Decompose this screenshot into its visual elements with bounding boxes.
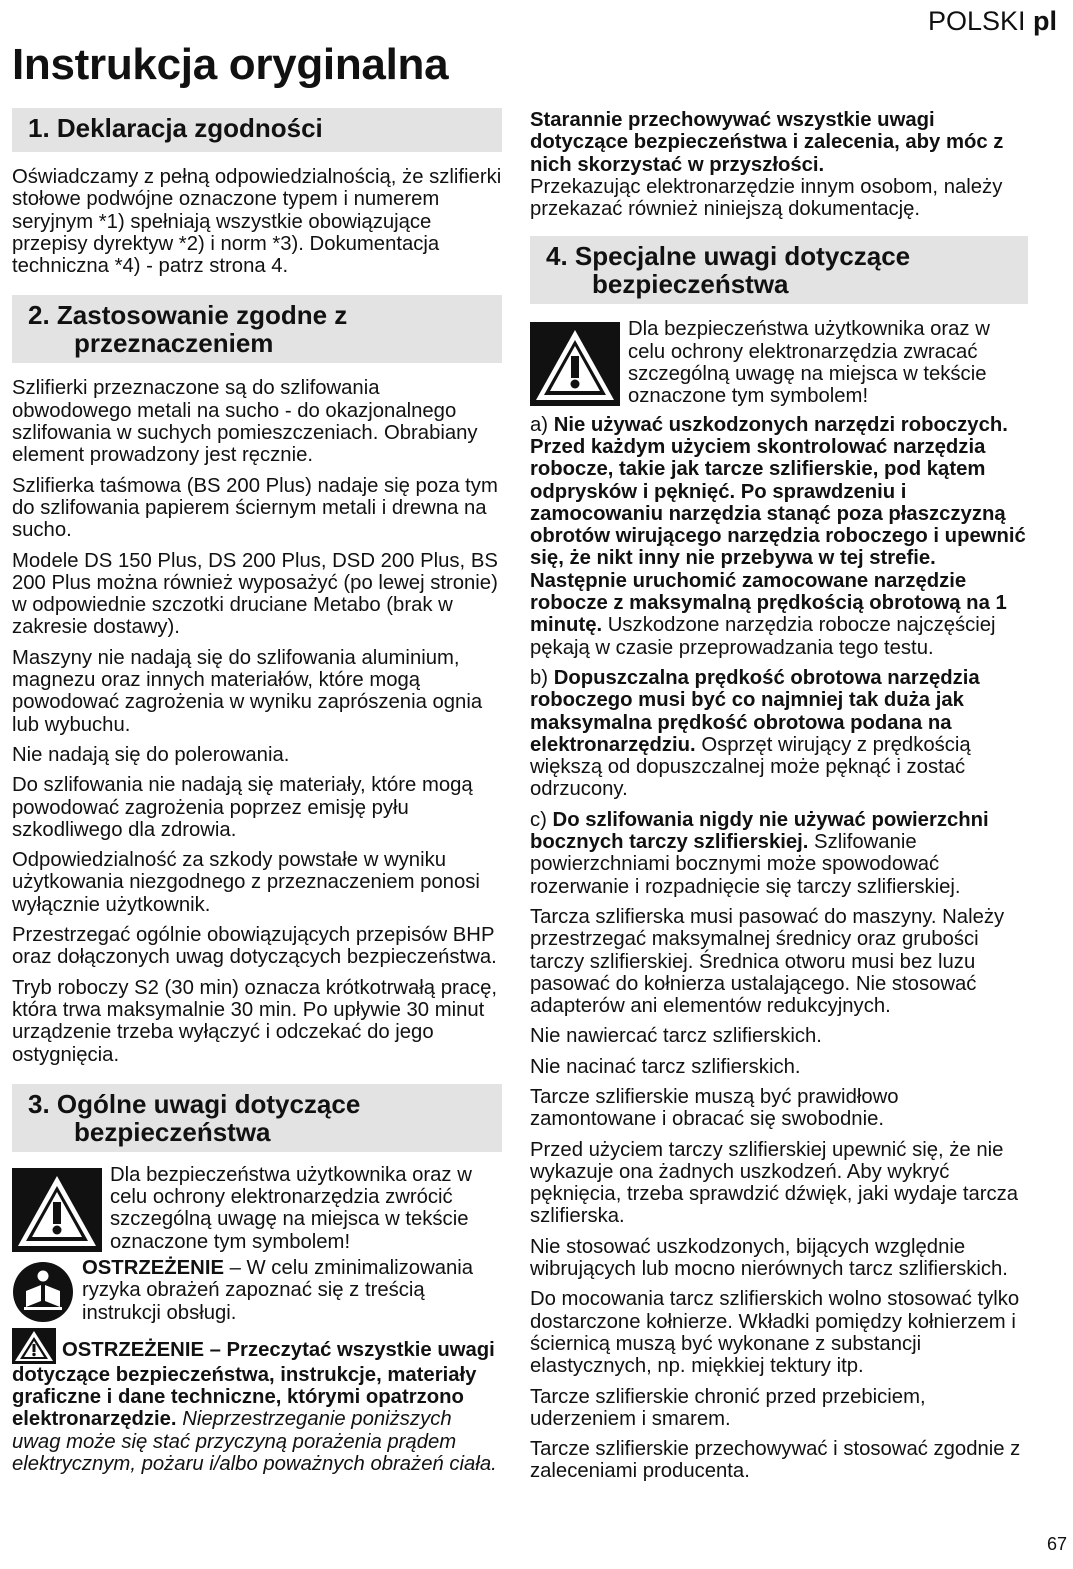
section-2-paragraph: Nie nadają się do polerowania. (12, 743, 290, 766)
section-4-paragraph: Tarcza szlifierska musi pasować do maszyny. Należy przestrzegać maksymalnej średnicy oraz grubości tarczy szlifierskiej. Średnica otworu musi bez luzu pasować do kołnierza ustalającego. Nie stosować adapterów ani elementów redukcyjnych. (530, 905, 1005, 1018)
rule-c-label: c) (530, 808, 547, 831)
keep-instructions-note (530, 109, 1028, 220)
section-2-paragraph: Szlifierka taśmowa (BS 200 Plus) nadaje się poza tym do szlifowania papierem ściernym metali i drewna na sucho. (12, 474, 498, 542)
warning-triangle-icon (12, 1168, 102, 1252)
keep-instructions-bold: Starannie przechowywać wszystkie uwagi dotyczące bezpieczeństwa i zalecenia, aby móc z nich skorzystać w przyszłości. (530, 109, 1004, 176)
rule-b-label: b) (530, 666, 549, 689)
rule-a-bold: Nie używać uszkodzonych narzędzi roboczych. Przed każdym użyciem skontrolować narzędzia robocze, takie jak tarcze szlifierskie, pod kątem odprysków i pęknięć. Po sprawdzeniu i zamocowaniu narzędzia stanąć poza płaszczyzną obrotów wirującego narzędzia roboczego i upewnić się, że nikt inny nie przebywa w tej strefie. Następnie uruchomić zamocowane narzędzie robocze z maksymalną prędkością obrotową na 1 minutę. (530, 413, 1026, 637)
language-indicator (928, 6, 1057, 37)
warning-bold-text: OSTRZEŻENIE – Przeczytać wszystkie uwagi dotyczące bezpieczeństwa, instrukcje, materiały graficzne i dane techniczne, którymi opatrzono elektronarzędzie. (12, 1338, 495, 1431)
warning-label: OSTRZEŻENIE (82, 1256, 224, 1279)
section-4-paragraph: Przed użyciem tarczy szlifierskiej upewnić się, że nie wykazuje ona żadnych uszkodzeń. Aby wykryć pęknięcia, trzeba sprawdzić dźwięk, jaki wydaje tarcza szlifierska. (530, 1138, 1019, 1228)
section-4-heading: 4. Specjalne uwagi dotyczące bezpieczeństwa (530, 236, 1028, 304)
section-2-paragraph: Modele DS 150 Plus, DS 200 Plus, DSD 200 Plus, BS 200 Plus można również wyposażyć (po lewej stronie) w odpowiednie szczotki druciane Metabo (brak w zakresie dostawy). (12, 549, 498, 639)
right-column (530, 109, 1028, 1491)
section-2-paragraph: Tryb roboczy S2 (30 min) oznacza krótkotrwałą pracę, która trwa maksymalnie 30 min. Po upływie 30 minut urządzenie trzeba wyłączyć i odczekać do jego ostygnięcia. (12, 976, 498, 1066)
left-column (12, 108, 502, 1483)
rule-a (530, 414, 1028, 659)
rule-a-label: a) (530, 413, 549, 436)
section-2-body (12, 377, 502, 1065)
section-4-paragraph: Nie stosować uszkodzonych, bijących względnie wibrujących lub mocno nierównych tarcz szlifierskich. (530, 1235, 1008, 1281)
rule-c-bold: Do szlifowania nigdy nie używać powierzchni bocznych tarczy szlifierskiej. (530, 808, 989, 854)
section-4-paragraph: Do mocowania tarcz szlifierskich wolno stosować tylko dostarczone kołnierze. Wkładki pomiędzy kołnierzem i ściernicą muszą być wykonane z substancji elastycznych, np. miękkiej tektury itp. (530, 1288, 1020, 1378)
rule-a-text: Uszkodzone narzędzia robocze najczęściej pękają w czasie przeprowadzania tego testu. (530, 614, 996, 659)
section-4-paragraph: Tarcze szlifierskie przechowywać i stosować zgodnie z zaleceniami producenta. (530, 1438, 1021, 1483)
section-2-paragraph: Przestrzegać ogólnie obowiązujących przepisów BHP oraz dołączonych uwag dotyczących bezpieczeństwa. (12, 924, 497, 969)
language-code: pl (1033, 6, 1057, 36)
symbol-explanation: Dla bezpieczeństwa użytkownika oraz w celu ochrony elektronarzędzia zwracać szczególną uwagę na miejsca w tekście oznaczone tym symbolem! (628, 318, 990, 408)
rule-c (530, 809, 1028, 898)
section-4-paragraph: Tarcze szlifierskie muszą być prawidłowo zamontowane i obracać się swobodnie. (530, 1085, 899, 1131)
section-2-paragraph: Do szlifowania nie nadają się materiały, które mogą powodować zagrożenia poprzez emisję pyłu szkodliwego dla zdrowia. (12, 774, 473, 841)
symbol-explanation: Dla bezpieczeństwa użytkownika oraz w celu ochrony elektronarzędzia zwrócić szczególną uwagę na miejsca w tekście oznaczone tym symbolem! (110, 1163, 472, 1253)
warning-text: – W celu zminimalizowania ryzyka obrażeń zapoznać się z treścią instrukcji obsługi. (82, 1256, 474, 1324)
section-4-paragraph: Nie nacinać tarcz szlifierskich. (530, 1055, 801, 1078)
section-4-paragraph: Tarcze szlifierskie chronić przed przebiciem, uderzeniem i smarem. (530, 1385, 926, 1430)
page-title: Instrukcja oryginalna (12, 40, 449, 89)
warning-italic-text: Nieprzestrzeganie poniższych uwag może się stać przyczyną porażenia prądem elektrycznym, pożaru i/albo poważnych obrażeń ciała. (12, 1408, 497, 1476)
page-number: 67 (1046, 1534, 1067, 1554)
section-2-heading: 2. Zastosowanie zgodne z przeznaczeniem (12, 295, 502, 363)
keep-instructions-text: Przekazując elektronarzędzie innym osobom, należy przekazać również niniejszą dokumentację. (530, 175, 1003, 221)
section-4-symbol-note (530, 318, 1028, 407)
read-all-warning (12, 1328, 502, 1475)
rule-c-text: Szlifowanie powierzchniami bocznymi może spowodować rozerwanie i rozpadnięcie się tarczy szlifierskiej. (530, 831, 961, 898)
rule-b (530, 667, 1028, 801)
section-3-symbol-note (12, 1164, 502, 1253)
warning-triangle-icon (530, 322, 620, 406)
rule-b-bold: Dopuszczalna prędkość obrotowa narzędzia roboczego musi być co najmniej tak duża jak maksymalna prędkość obrotowa podana na elektronarzędziu. (530, 666, 980, 756)
read-manual-warning (12, 1257, 502, 1324)
small-warning-triangle-icon (12, 1328, 56, 1364)
rule-b-text: Osprzęt wirujący z prędkością większą od dopuszczalnej może pęknąć i zostać odrzucony. (530, 733, 971, 801)
language-label: POLSKI (927, 6, 1026, 36)
section-2-paragraph: Szlifierki przeznaczone są do szlifowania obwodowego metali na sucho - do okazjonalnego szlifowania w suchych pomieszczeniach. Obrabiany element prowadzony jest ręcznie. (12, 377, 478, 467)
section-1-text: Oświadczamy z pełną odpowiedzialnością, że szlifierki stołowe podwójne oznaczone typem i numerem seryjnym *1) spełniają wszystkie obowiązujące przepisy dyrektyw *2) i norm *3). Dokumentacja techniczna *4) - patrz strona 4. (12, 166, 502, 278)
section-2-paragraph: Maszyny nie nadają się do szlifowania aluminium, magnezu oraz innych materiałów, które mogą powodować zagrożenia w wyniku zaprószenia ognia lub wybuchu. (12, 646, 483, 736)
section-4-paragraph: Nie nawiercać tarcz szlifierskich. (530, 1025, 822, 1048)
section-2-paragraph: Odpowiedzialność za szkody powstałe w wyniku użytkowania niezgodnego z przeznaczeniem ponosi wyłącznie użytkownik. (12, 849, 480, 916)
section-3-heading: 3. Ogólne uwagi dotyczące bezpieczeństwa (12, 1084, 502, 1152)
section-1-heading: 1. Deklaracja zgodności (12, 108, 502, 152)
read-manual-icon (12, 1261, 74, 1323)
